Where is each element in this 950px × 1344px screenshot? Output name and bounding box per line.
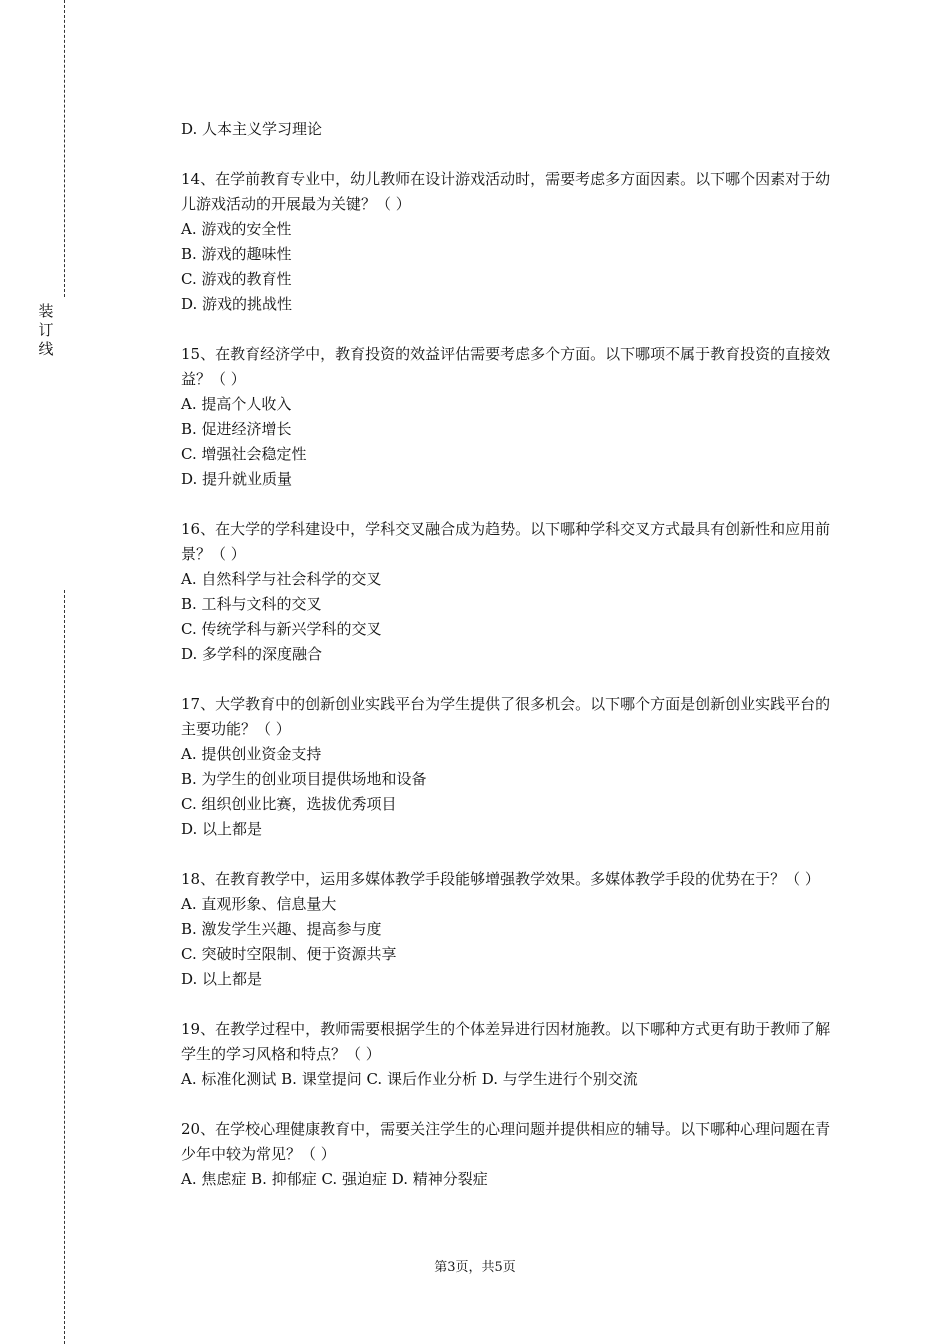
- option: B. 促进经济增长: [181, 420, 292, 438]
- question-17: [181, 692, 845, 842]
- question-13-tail: [181, 117, 845, 142]
- question-text: 18、在教育教学中，运用多媒体教学手段能够增强教学效果。多媒体教学手段的优势在于？（ ）: [181, 870, 820, 888]
- binding-label: [36, 302, 56, 359]
- option: D. 提升就业质量: [181, 470, 293, 488]
- option: A. 标准化测试 B. 课堂提问 C. 课后作业分析 D. 与学生进行个别交流: [181, 1070, 638, 1088]
- question-14: [181, 167, 845, 317]
- page-number: 第3页，共5页: [434, 1260, 516, 1275]
- option: D. 人本主义学习理论: [181, 120, 323, 138]
- binding-char: 线: [38, 340, 54, 358]
- question-15: [181, 342, 845, 492]
- option: A. 游戏的安全性: [181, 220, 292, 238]
- option: C. 传统学科与新兴学科的交叉: [181, 620, 382, 638]
- option: A. 焦虑症 B. 抑郁症 C. 强迫症 D. 精神分裂症: [181, 1170, 488, 1188]
- question-16: [181, 517, 845, 667]
- option: D. 以上都是: [181, 820, 263, 838]
- question-text: 20、在学校心理健康教育中，需要关注学生的心理问题并提供相应的辅导。以下哪种心理问题在青少年中较为常见？（ ）: [181, 1120, 831, 1163]
- option: C. 游戏的教育性: [181, 270, 292, 288]
- option: C. 增强社会稳定性: [181, 445, 307, 463]
- option: B. 激发学生兴趣、提高参与度: [181, 920, 382, 938]
- question-list: [181, 117, 845, 1192]
- question-text: 17、大学教育中的创新创业实践平台为学生提供了很多机会。以下哪个方面是创新创业实践平台的主要功能？（ ）: [181, 695, 831, 738]
- option: D. 游戏的挑战性: [181, 295, 293, 313]
- binding-char: 订: [38, 321, 54, 339]
- option: B. 为学生的创业项目提供场地和设备: [181, 770, 427, 788]
- question-text: 16、在大学的学科建设中，学科交叉融合成为趋势。以下哪种学科交叉方式最具有创新性和应用前景？（ ）: [181, 520, 831, 563]
- question-18: [181, 867, 845, 992]
- question-text: 15、在教育经济学中，教育投资的效益评估需要考虑多个方面。以下哪项不属于教育投资的直接效益？（ ）: [181, 345, 831, 388]
- question-19: [181, 1017, 845, 1092]
- binding-line-bottom: [64, 590, 65, 1344]
- question-text: 19、在教学过程中，教师需要根据学生的个体差异进行因材施教。以下哪种方式更有助于教师了解学生的学习风格和特点？（ ）: [181, 1020, 831, 1063]
- option: B. 工科与文科的交叉: [181, 595, 322, 613]
- option: A. 直观形象、信息量大: [181, 895, 337, 913]
- option: A. 提供创业资金支持: [181, 745, 322, 763]
- option: D. 以上都是: [181, 970, 263, 988]
- option: C. 组织创业比赛，选拔优秀项目: [181, 795, 397, 813]
- option: A. 提高个人收入: [181, 395, 292, 413]
- question-20: [181, 1117, 845, 1192]
- question-text: 14、在学前教育专业中，幼儿教师在设计游戏活动时，需要考虑多方面因素。以下哪个因素对于幼儿游戏活动的开展最为关键？（ ）: [181, 170, 831, 213]
- option: A. 自然科学与社会科学的交叉: [181, 570, 382, 588]
- option: C. 突破时空限制、便于资源共享: [181, 945, 397, 963]
- option: D. 多学科的深度融合: [181, 645, 323, 663]
- binding-line-top: [64, 0, 65, 297]
- option: B. 游戏的趣味性: [181, 245, 292, 263]
- binding-char: 装: [38, 302, 54, 320]
